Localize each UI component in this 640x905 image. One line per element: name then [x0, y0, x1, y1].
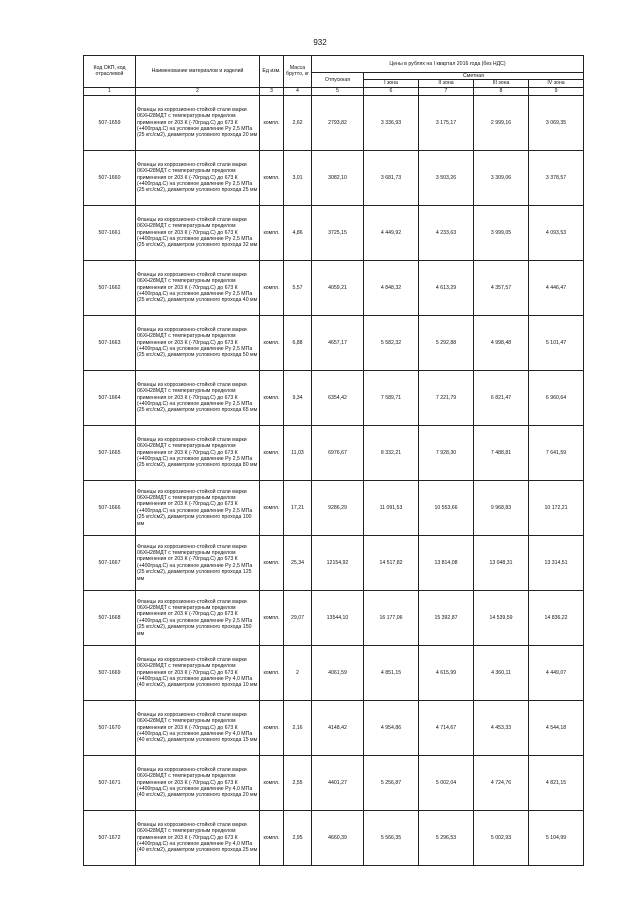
item-name: Фланцы из коррозионно-стойкой стали марки 06ХН28МДТ с температурным пределом применения от 203 К (-70град.С) до 673 К (+400град.С) на условное давление Ру 2,5 МПа (25 кгс/см2), диаметром условного прохода 150 мм: [136, 590, 260, 645]
header-mass: Масса брутто, кг: [284, 56, 312, 88]
table-row: [84, 260, 584, 315]
release-price: 4660,39: [312, 810, 364, 865]
item-mass: 2,95: [284, 810, 312, 865]
item-unit: компл.: [260, 315, 284, 370]
item-code: 507-1670: [84, 700, 136, 755]
item-code: 507-1663: [84, 315, 136, 370]
zone-4-price: 7 641,59: [529, 425, 584, 480]
item-unit: компл.: [260, 150, 284, 205]
column-number: 4: [284, 87, 312, 95]
zone-4-price: 5 104,99: [529, 810, 584, 865]
release-price: 12154,92: [312, 535, 364, 590]
header-unit: Ед изм.: [260, 56, 284, 88]
zone-4-price: 10 172,21: [529, 480, 584, 535]
header-name: Наименование материалов и изделий: [136, 56, 260, 88]
zone-1-price: 14 517,82: [364, 535, 419, 590]
zone-4-price: 5 101,47: [529, 315, 584, 370]
zone-3-price: 5 002,93: [474, 810, 529, 865]
header-prices-title: Цены в рублях на I квартал 2016 года (без НДС): [312, 56, 584, 73]
zone-2-price: 10 553,66: [419, 480, 474, 535]
item-code: 507-1666: [84, 480, 136, 535]
zone-4-price: 3 069,35: [529, 95, 584, 150]
item-mass: 25,34: [284, 535, 312, 590]
zone-3-price: 4 453,33: [474, 700, 529, 755]
zone-4-price: 4 446,47: [529, 260, 584, 315]
zone-1-price: 7 589,71: [364, 370, 419, 425]
column-number: 6: [364, 87, 419, 95]
item-code: 507-1671: [84, 755, 136, 810]
item-mass: 2,55: [284, 755, 312, 810]
item-mass: 29,07: [284, 590, 312, 645]
item-code: 507-1660: [84, 150, 136, 205]
item-mass: 2,62: [284, 95, 312, 150]
zone-3-price: 4 360,11: [474, 645, 529, 700]
item-unit: компл.: [260, 645, 284, 700]
item-mass: 5,57: [284, 260, 312, 315]
table-row: [84, 480, 584, 535]
zone-3-price: 9 968,83: [474, 480, 529, 535]
table-row: [84, 590, 584, 645]
zone-3-price: 6 821,47: [474, 370, 529, 425]
release-price: 13544,10: [312, 590, 364, 645]
item-mass: 2,16: [284, 700, 312, 755]
item-name: Фланцы из коррозионно-стойкой стали марки 06ХН28МДТ с температурным пределом применения от 203 К (-70град.С) до 673 К (+400град.С) на условное давление Ру 4,0 МПа (40 кгс/см2), диаметром условного прохода 20 мм: [136, 755, 260, 810]
item-code: 507-1667: [84, 535, 136, 590]
table-row: [84, 755, 584, 810]
zone-2-price: 4 615,99: [419, 645, 474, 700]
release-price: 9286,29: [312, 480, 364, 535]
header-code: Код ОКП, код отраслевой: [84, 56, 136, 88]
release-price: 3082,10: [312, 150, 364, 205]
table-row: [84, 315, 584, 370]
item-name: Фланцы из коррозионно-стойкой стали марки 06ХН28МДТ с температурным пределом применения от 203 К (-70град.С) до 673 К (+400град.С) на условное давление Ру 2,5 МПа (25 кгс/см2), диаметром условного прохода 20 мм: [136, 95, 260, 150]
item-unit: компл.: [260, 590, 284, 645]
release-price: 4059,21: [312, 260, 364, 315]
zone-4-price: 3 378,57: [529, 150, 584, 205]
column-number: 9: [529, 87, 584, 95]
column-number: 1: [84, 87, 136, 95]
item-name: Фланцы из коррозионно-стойкой стали марки 06ХН28МДТ с температурным пределом применения от 203 К (-70град.С) до 673 К (+400град.С) на условное давление Ру 2,5 МПа (25 кгс/см2), диаметром условного прохода 100 мм: [136, 480, 260, 535]
item-name: Фланцы из коррозионно-стойкой стали марки 06ХН28МДТ с температурным пределом применения от 203 К (-70град.С) до 673 К (+400град.С) на условное давление Ру 2,5 МПа (25 кгс/см2), диаметром условного прохода 25 мм: [136, 150, 260, 205]
item-name: Фланцы из коррозионно-стойкой стали марки 06ХН28МДТ с температурным пределом применения от 203 К (-70град.С) до 673 К (+400град.С) на условное давление Ру 2,5 МПа (25 кгс/см2), диаметром условного прохода 50 мм: [136, 315, 260, 370]
item-name: Фланцы из коррозионно-стойкой стали марки 06ХН28МДТ с температурным пределом применения от 203 К (-70град.С) до 673 К (+400град.С) на условное давление Ру 2,5 МПа (25 кгс/см2), диаметром условного прохода 80 мм: [136, 425, 260, 480]
item-mass: 6,88: [284, 315, 312, 370]
release-price: 4657,17: [312, 315, 364, 370]
zone-1-price: 4 449,92: [364, 205, 419, 260]
item-mass: 3,01: [284, 150, 312, 205]
item-code: 507-1668: [84, 590, 136, 645]
item-mass: 2: [284, 645, 312, 700]
zone-1-price: 3 336,93: [364, 95, 419, 150]
release-price: 6976,67: [312, 425, 364, 480]
item-name: Фланцы из коррозионно-стойкой стали марки 06ХН28МДТ с температурным пределом применения от 203 К (-70град.С) до 673 К (+400град.С) на условное давление Ру 2,5 МПа (25 кгс/см2), диаметром условного прохода 40 мм: [136, 260, 260, 315]
item-unit: компл.: [260, 260, 284, 315]
zone-4-price: 4 449,07: [529, 645, 584, 700]
zone-3-price: 4 724,76: [474, 755, 529, 810]
release-price: 4401,27: [312, 755, 364, 810]
table-row: [84, 425, 584, 480]
zone-1-price: 4 954,86: [364, 700, 419, 755]
zone-4-price: 4 093,53: [529, 205, 584, 260]
item-name: Фланцы из коррозионно-стойкой стали марки 06ХН28МДТ с температурным пределом применения от 203 К (-70град.С) до 673 К (+400град.С) на условное давление Ру 2,5 МПа (25 кгс/см2), диаметром условного прохода 65 мм: [136, 370, 260, 425]
zone-1-price: 11 091,53: [364, 480, 419, 535]
table-row: [84, 205, 584, 260]
item-code: 507-1669: [84, 645, 136, 700]
table-row: [84, 810, 584, 865]
header-zone-2: II зона: [419, 80, 474, 87]
zone-1-price: 5 256,87: [364, 755, 419, 810]
zone-3-price: 4 357,57: [474, 260, 529, 315]
zone-2-price: 3 503,26: [419, 150, 474, 205]
item-name: Фланцы из коррозионно-стойкой стали марки 06ХН28МДТ с температурным пределом применения от 203 К (-70град.С) до 673 К (+400град.С) на условное давление Ру 2,5 МПа (25 кгс/см2), диаметром условного прохода 32 мм: [136, 205, 260, 260]
header-zone-1: I зона: [364, 80, 419, 87]
release-price: 6354,42: [312, 370, 364, 425]
zone-1-price: 5 566,35: [364, 810, 419, 865]
column-number: 3: [260, 87, 284, 95]
table-row: [84, 645, 584, 700]
zone-2-price: 15 392,87: [419, 590, 474, 645]
price-table: [83, 55, 584, 866]
table-row: [84, 700, 584, 755]
header-zone-4: IV зона: [529, 80, 584, 87]
zone-3-price: 13 048,31: [474, 535, 529, 590]
item-code: 507-1659: [84, 95, 136, 150]
release-price: 4061,59: [312, 645, 364, 700]
item-mass: 17,21: [284, 480, 312, 535]
release-price: 2793,82: [312, 95, 364, 150]
item-unit: компл.: [260, 480, 284, 535]
item-unit: компл.: [260, 95, 284, 150]
page-number: 932: [313, 38, 327, 47]
item-unit: компл.: [260, 700, 284, 755]
column-number: 7: [419, 87, 474, 95]
zone-2-price: 13 814,08: [419, 535, 474, 590]
zone-1-price: 4 848,32: [364, 260, 419, 315]
item-name: Фланцы из коррозионно-стойкой стали марки 06ХН28МДТ с температурным пределом применения от 203 К (-70град.С) до 673 К (+400град.С) на условное давление Ру 2,5 МПа (25 кгс/см2), диаметром условного прохода 125 мм: [136, 535, 260, 590]
release-price: 4148,42: [312, 700, 364, 755]
item-unit: компл.: [260, 810, 284, 865]
item-unit: компл.: [260, 205, 284, 260]
zone-3-price: 2 999,16: [474, 95, 529, 150]
zone-1-price: 8 332,21: [364, 425, 419, 480]
item-mass: 4,86: [284, 205, 312, 260]
zone-1-price: 5 582,32: [364, 315, 419, 370]
item-code: 507-1665: [84, 425, 136, 480]
zone-4-price: 4 821,15: [529, 755, 584, 810]
table-row: [84, 150, 584, 205]
zone-1-price: 4 851,15: [364, 645, 419, 700]
item-unit: компл.: [260, 535, 284, 590]
zone-4-price: 4 544,18: [529, 700, 584, 755]
item-code: 507-1664: [84, 370, 136, 425]
zone-4-price: 6 960,64: [529, 370, 584, 425]
item-code: 507-1672: [84, 810, 136, 865]
header-release: Отпускная: [312, 73, 364, 88]
zone-1-price: 16 177,06: [364, 590, 419, 645]
column-number: 8: [474, 87, 529, 95]
zone-3-price: 14 539,59: [474, 590, 529, 645]
zone-3-price: 3 999,05: [474, 205, 529, 260]
table-row: [84, 370, 584, 425]
zone-2-price: 4 714,67: [419, 700, 474, 755]
zone-3-price: 7 488,81: [474, 425, 529, 480]
zone-4-price: 13 314,51: [529, 535, 584, 590]
header-zone-3: III зона: [474, 80, 529, 87]
column-number-row: [84, 87, 584, 95]
zone-1-price: 3 681,73: [364, 150, 419, 205]
zone-3-price: 3 309,06: [474, 150, 529, 205]
zone-2-price: 4 233,63: [419, 205, 474, 260]
zone-4-price: 14 836,22: [529, 590, 584, 645]
item-name: Фланцы из коррозионно-стойкой стали марки 06ХН28МДТ с температурным пределом применения от 203 К (-70град.С) до 673 К (+400град.С) на условное давление Ру 4,0 МПа (40 кгс/см2), диаметром условного прохода 10 мм: [136, 645, 260, 700]
item-name: Фланцы из коррозионно-стойкой стали марки 06ХН28МДТ с температурным пределом применения от 203 К (-70град.С) до 673 К (+400град.С) на условное давление Ру 4,0 МПа (40 кгс/см2), диаметром условного прохода 15 мм: [136, 700, 260, 755]
item-mass: 9,34: [284, 370, 312, 425]
zone-2-price: 5 002,04: [419, 755, 474, 810]
zone-2-price: 3 175,17: [419, 95, 474, 150]
header-estimate: Сметная: [364, 73, 584, 80]
zone-2-price: 4 613,29: [419, 260, 474, 315]
release-price: 3725,15: [312, 205, 364, 260]
item-unit: компл.: [260, 755, 284, 810]
zone-2-price: 7 221,79: [419, 370, 474, 425]
item-name: Фланцы из коррозионно-стойкой стали марки 06ХН28МДТ с температурным пределом применения от 203 К (-70град.С) до 673 К (+400град.С) на условное давление Ру 4,0 МПа (40 кгс/см2), диаметром условного прохода 25 мм: [136, 810, 260, 865]
item-unit: компл.: [260, 370, 284, 425]
item-code: 507-1662: [84, 260, 136, 315]
table-row: [84, 535, 584, 590]
column-number: 2: [136, 87, 260, 95]
column-number: 5: [312, 87, 364, 95]
zone-2-price: 7 928,30: [419, 425, 474, 480]
item-mass: 11,03: [284, 425, 312, 480]
item-code: 507-1661: [84, 205, 136, 260]
zone-2-price: 5 296,53: [419, 810, 474, 865]
zone-3-price: 4 998,48: [474, 315, 529, 370]
table-row: [84, 95, 584, 150]
zone-2-price: 5 292,88: [419, 315, 474, 370]
item-unit: компл.: [260, 425, 284, 480]
